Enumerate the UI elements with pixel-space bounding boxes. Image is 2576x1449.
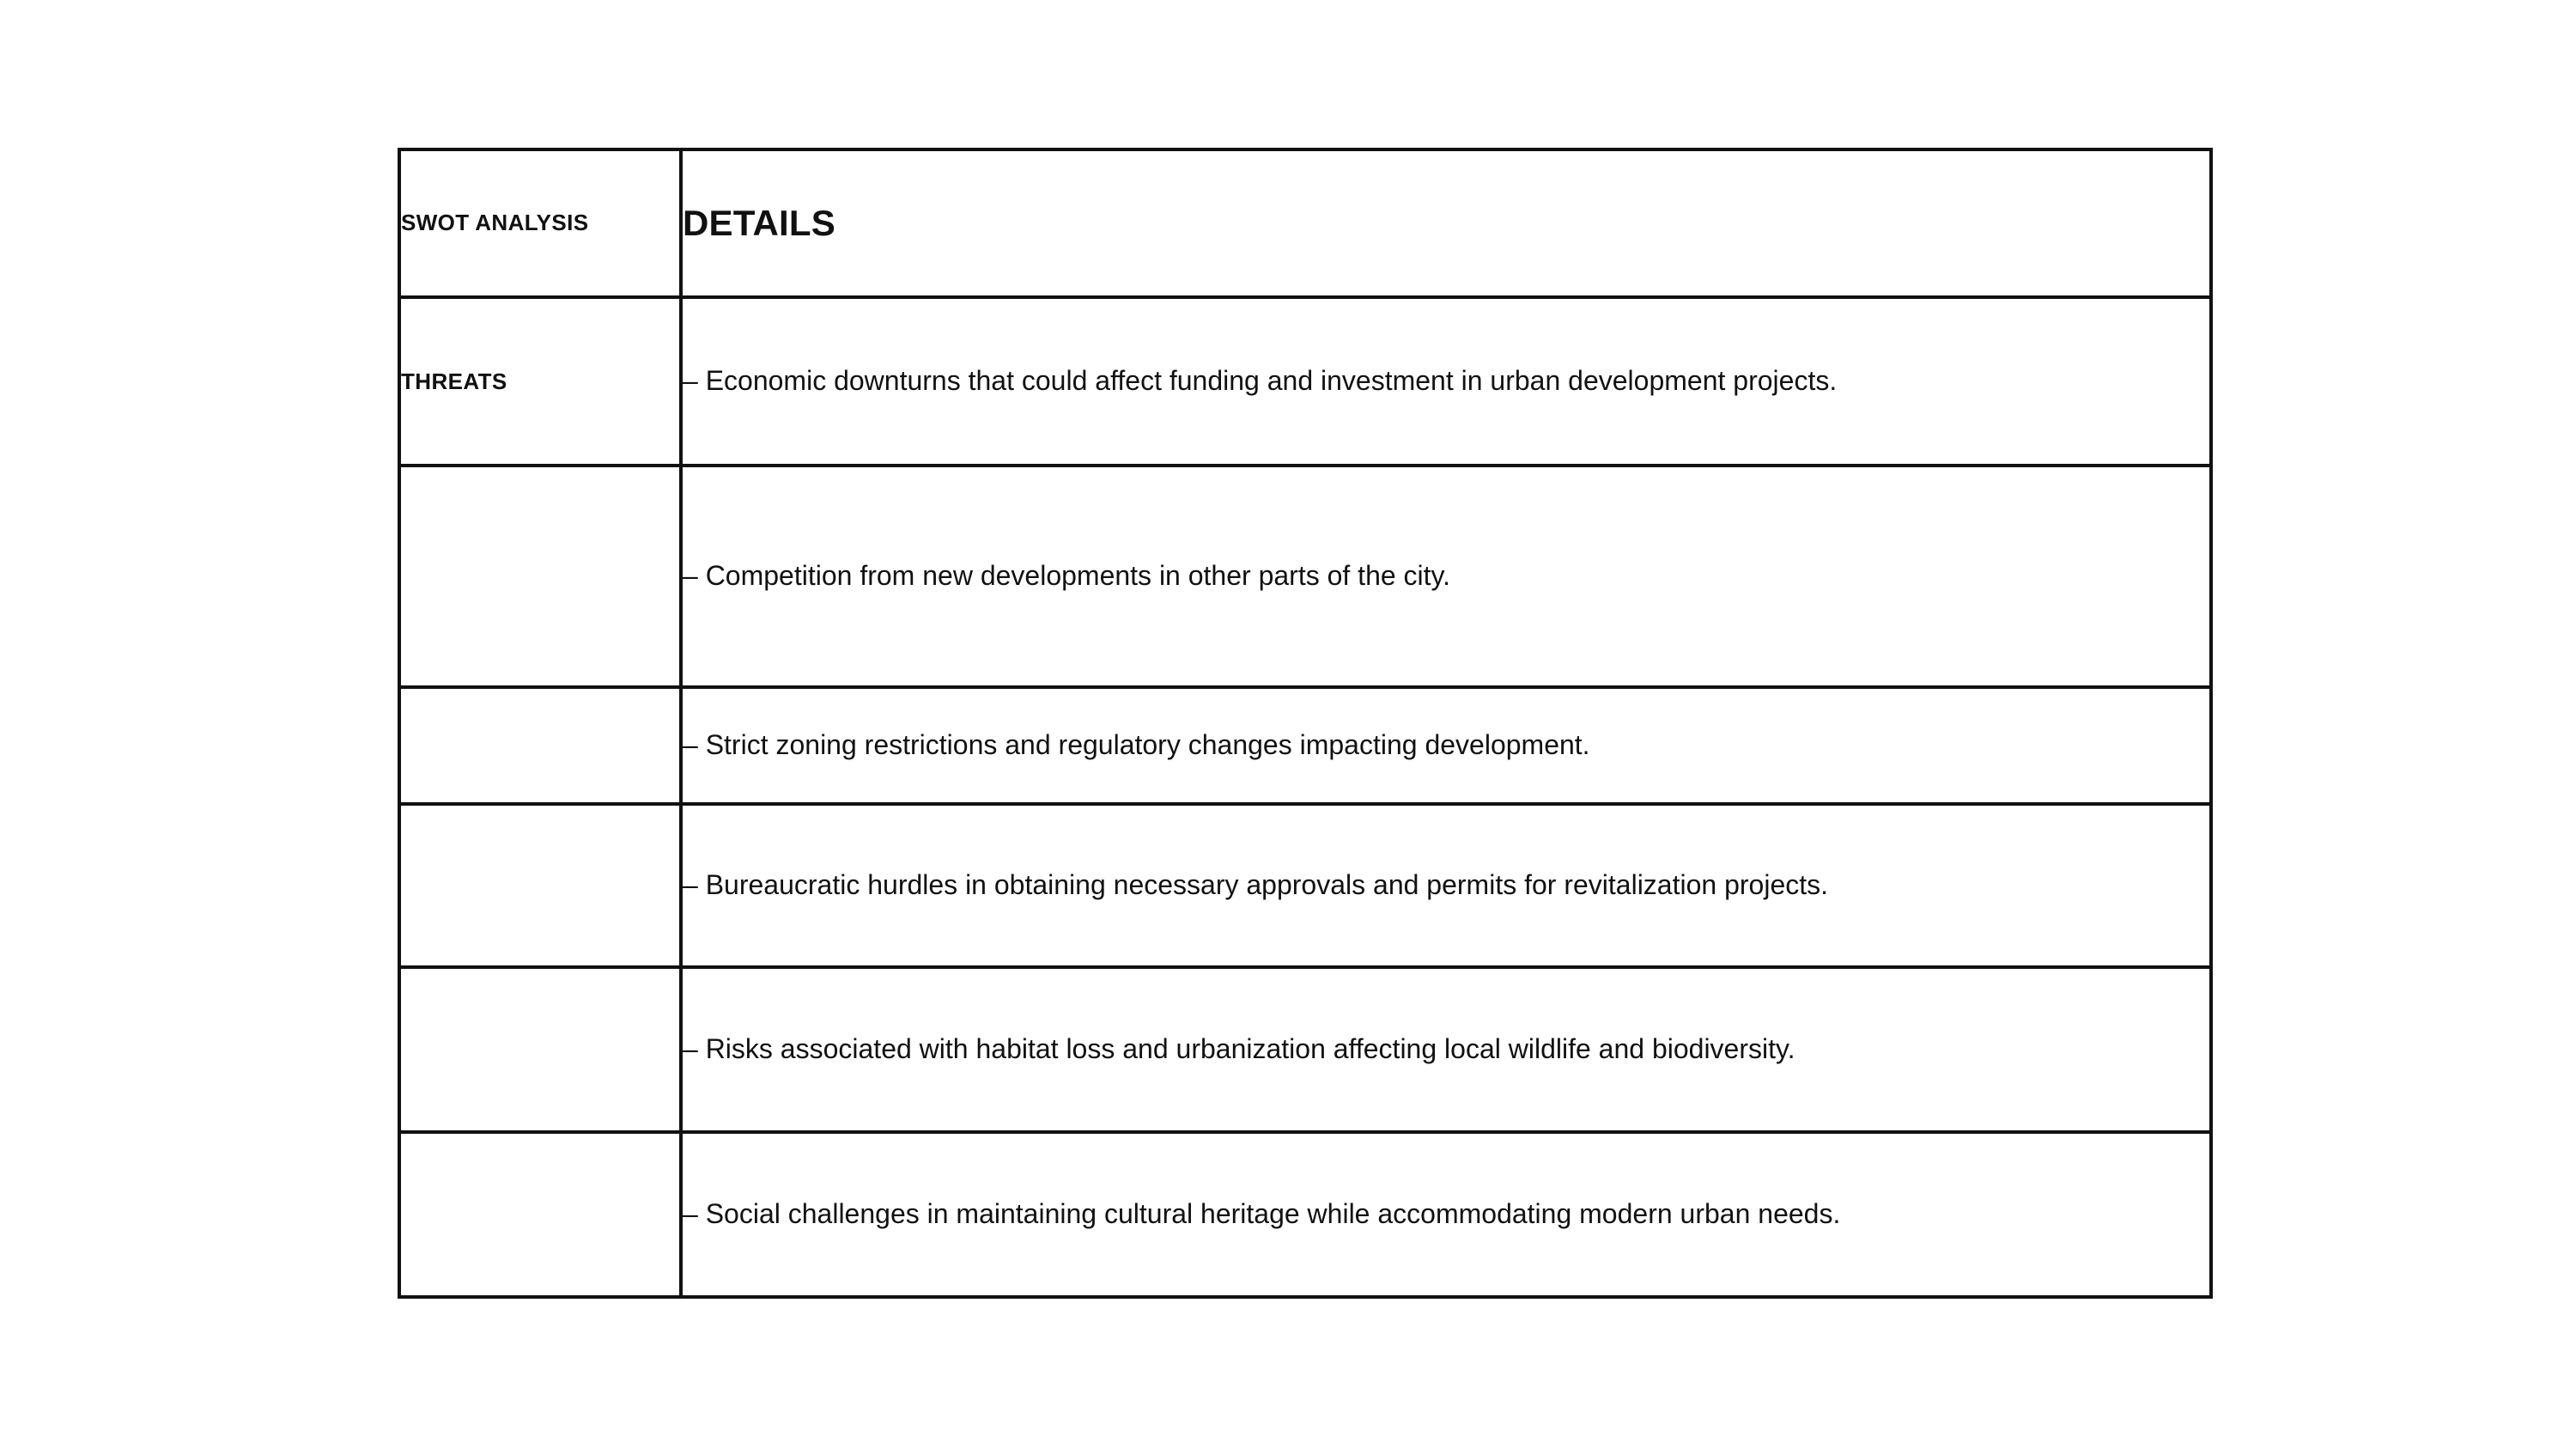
table-row (399, 687, 2211, 804)
category-label: THREATS (401, 368, 507, 394)
detail-text: – Strict zoning restrictions and regulatory changes impacting development. (683, 729, 1590, 761)
category-cell (399, 967, 681, 1132)
table-header-row (399, 149, 2211, 297)
category-cell (399, 466, 681, 687)
detail-text: – Bureaucratic hurdles in obtaining necessary approvals and permits for revitalization projects. (683, 869, 1829, 901)
detail-cell (681, 687, 2211, 804)
detail-cell (681, 1132, 2211, 1297)
category-cell (399, 804, 681, 967)
header-cell-category (399, 149, 681, 297)
table-row (399, 804, 2211, 967)
table-row (399, 967, 2211, 1132)
header-category-label: SWOT ANALYSIS (401, 210, 589, 236)
detail-cell (681, 466, 2211, 687)
category-cell (399, 297, 681, 466)
detail-cell (681, 804, 2211, 967)
category-cell (399, 1132, 681, 1297)
header-cell-details (681, 149, 2211, 297)
detail-text: – Competition from new developments in other parts of the city. (683, 560, 1451, 592)
category-cell (399, 687, 681, 804)
swot-analysis-table (398, 148, 2213, 1299)
detail-cell (681, 967, 2211, 1132)
table-row (399, 1132, 2211, 1297)
detail-text: – Social challenges in maintaining cultural heritage while accommodating modern urban needs. (683, 1198, 1841, 1230)
detail-cell (681, 297, 2211, 466)
table-row (399, 466, 2211, 687)
header-details-label: DETAILS (683, 203, 835, 243)
table-row (399, 297, 2211, 466)
detail-text: – Economic downturns that could affect funding and investment in urban development projects. (683, 365, 1838, 397)
detail-text: – Risks associated with habitat loss and urbanization affecting local wildlife and biodiversity. (683, 1033, 1795, 1065)
